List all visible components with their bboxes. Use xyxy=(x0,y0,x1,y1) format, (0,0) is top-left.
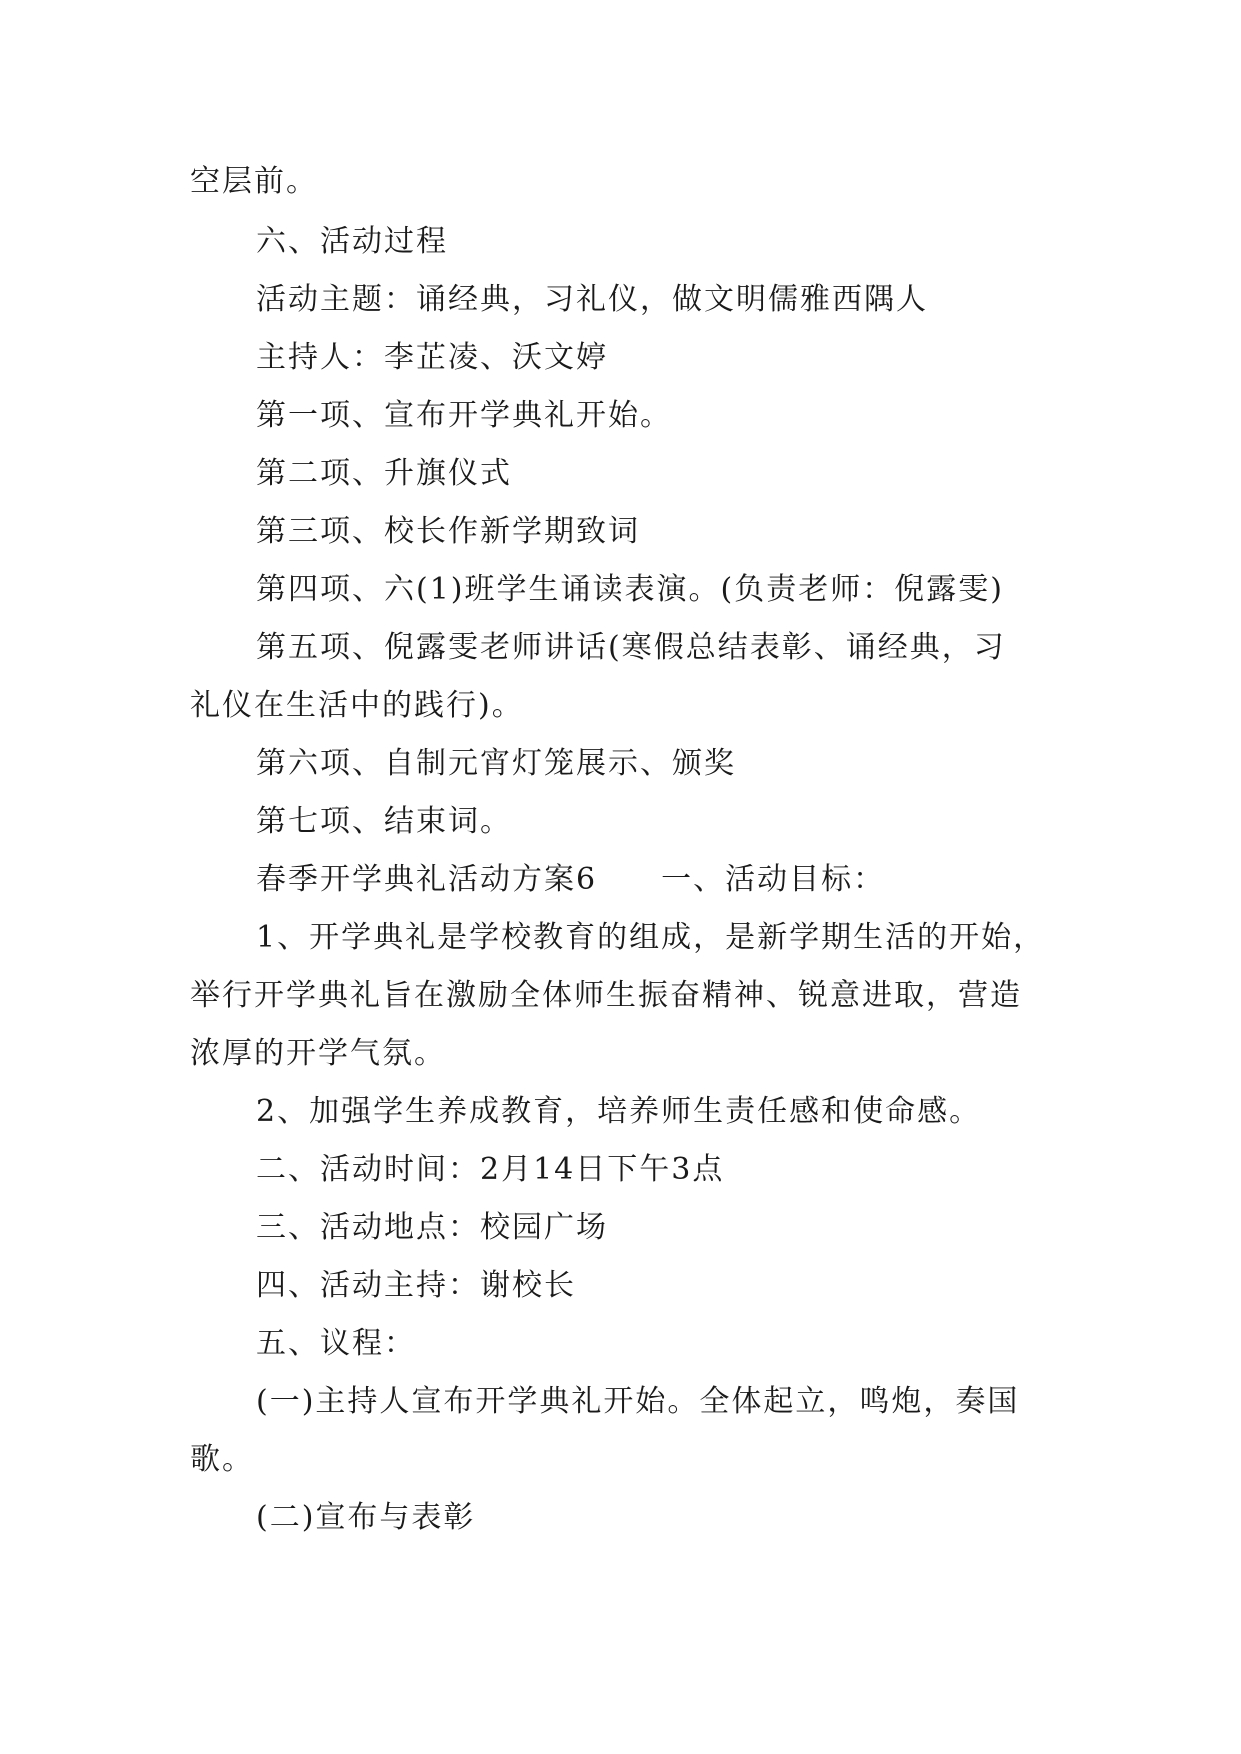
paragraph-line: 四、活动主持：谢校长 xyxy=(256,1268,576,1303)
paragraph-line: (二)宣布与表彰 xyxy=(256,1500,476,1535)
paragraph-line: 2、加强学生养成教育，培养师生责任感和使命感。 xyxy=(256,1094,982,1129)
paragraph-line: 第二项、升旗仪式 xyxy=(256,456,512,491)
paragraph-line: 1、开学典礼是学校教育的组成，是新学期生活的开始， xyxy=(256,920,1046,955)
paragraph-line: 歌。 xyxy=(190,1442,254,1477)
section-heading: 五、议程： xyxy=(256,1326,416,1361)
paragraph-line: 第三项、校长作新学期致词 xyxy=(256,514,640,549)
paragraph-line: 礼仪在生活中的践行)。 xyxy=(190,688,524,723)
paragraph-line: 第四项、六(1)班学生诵读表演。(负责老师：倪露雯) xyxy=(256,572,1004,607)
paragraph-line: (一)主持人宣布开学典礼开始。全体起立，鸣炮，奏国 xyxy=(256,1384,1020,1419)
paragraph-line: 浓厚的开学气氛。 xyxy=(190,1036,446,1071)
paragraph-line: 举行开学典礼旨在激励全体师生振奋精神、锐意进取，营造 xyxy=(190,978,1022,1013)
paragraph-line: 二、活动时间：2月14日下午3点 xyxy=(256,1152,725,1187)
section-heading: 六、活动过程 xyxy=(256,224,448,259)
paragraph-line: 活动主题：诵经典，习礼仪，做文明儒雅西隅人 xyxy=(256,282,928,317)
paragraph-line: 主持人：李芷凌、沃文婷 xyxy=(256,340,608,375)
paragraph-line: 第一项、宣布开学典礼开始。 xyxy=(256,398,672,433)
paragraph-line: 空层前。 xyxy=(190,164,318,199)
paragraph-line: 第五项、倪露雯老师讲话(寒假总结表彰、诵经典，习 xyxy=(256,630,1006,665)
section-heading: 春季开学典礼活动方案6 一、活动目标： xyxy=(256,862,886,897)
paragraph-line: 第七项、结束词。 xyxy=(256,804,512,839)
paragraph-line: 三、活动地点：校园广场 xyxy=(256,1210,608,1245)
paragraph-line: 第六项、自制元宵灯笼展示、颁奖 xyxy=(256,746,736,781)
